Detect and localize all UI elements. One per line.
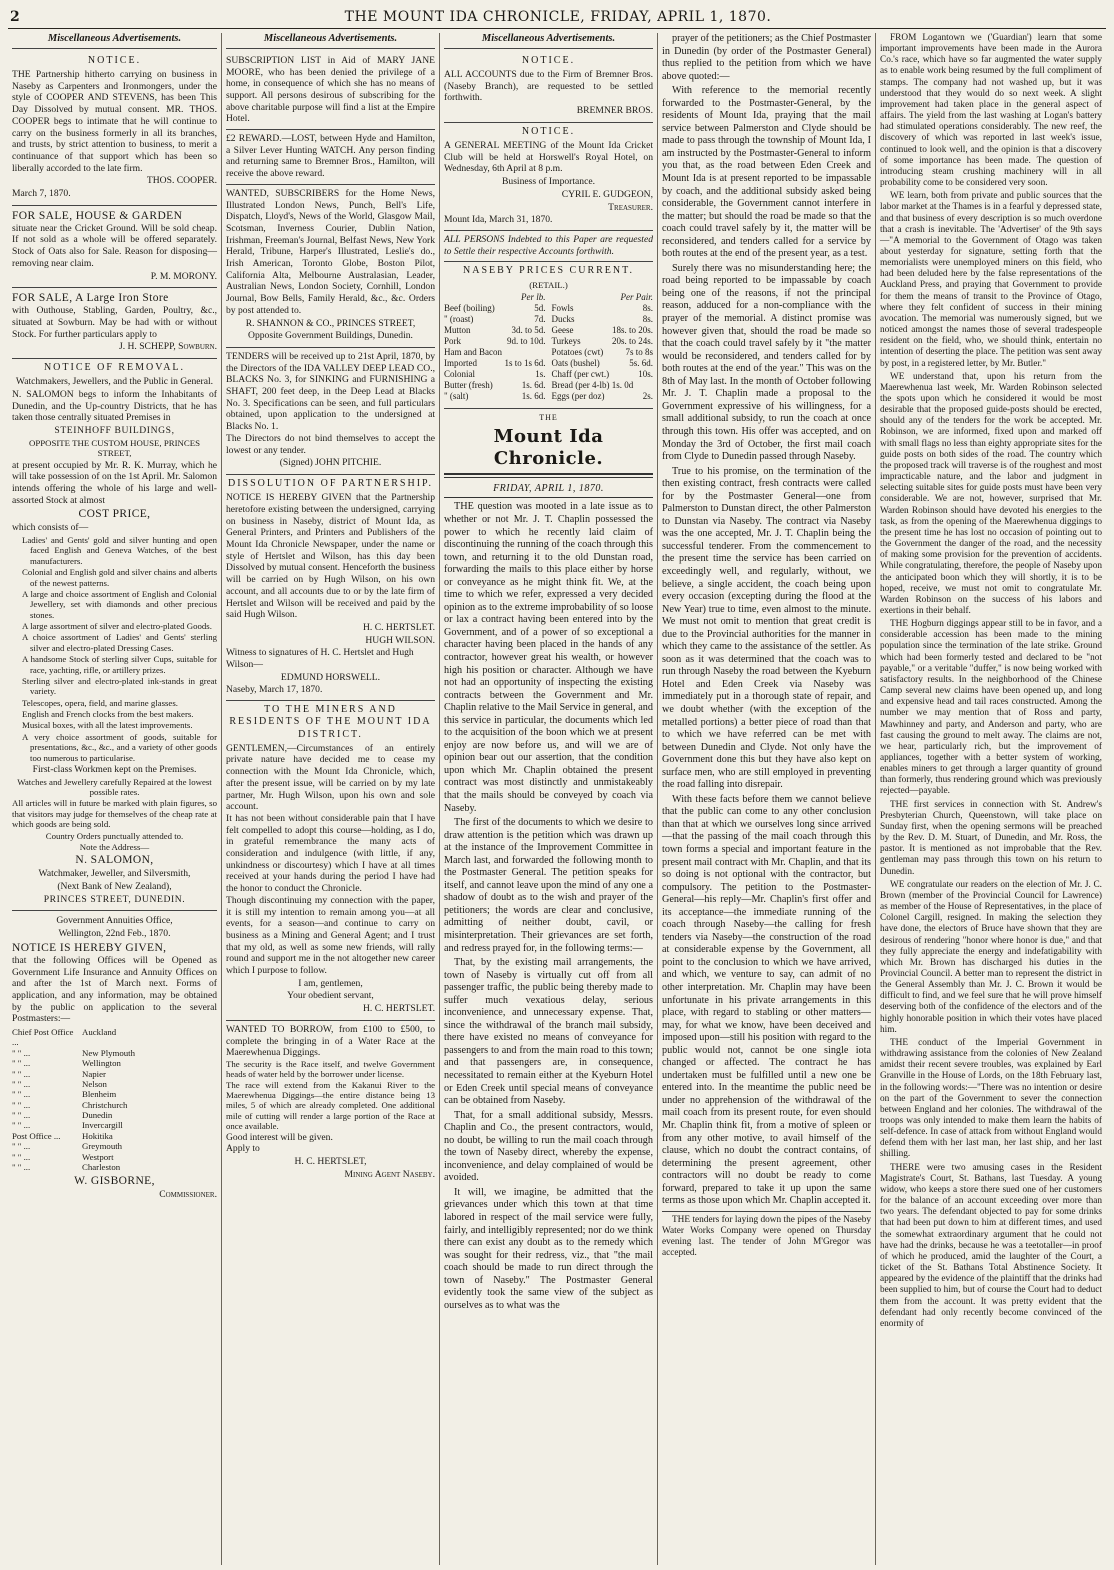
table-row: [444, 325, 546, 336]
merchant-bank: (Next Bank of New Zealand),: [57, 880, 172, 892]
ad-signature: W. GISBORNE,: [74, 1175, 155, 1188]
premises-name: STEINHOFF BUILDINGS,: [54, 425, 175, 437]
news-paragraph: THERE were two amusing cases in the Resident Magistrate's Court, St. Bathans, last Tuesday. A young widow, who keeps a store there sued one of her customers for the balance of an account exceeding over more than two years. The defendant objected to pay for some drinks that had been put down to him at different times, and used the somewhat extraordinary argument that he could not have had the drinks, because he was a teetotaller—in proof of which he produced, amid the laughter of the Court, a ticket of the St. Bathans Total Abstinence Society. It appeared by the evidence of the plaintiff that the drinks had been supplied to him, but of course the Court had to deduct them from the account. It was pretty evident that the defendant had only recently become convinced of the enormity of: [880, 1162, 1102, 1329]
office-type: " " ...: [12, 1089, 31, 1100]
office-town: Hokitika: [82, 1130, 113, 1141]
list-item: Sterling silver and electro-plated ink-stands in great variety.: [22, 675, 217, 697]
office-town: Westport: [82, 1151, 114, 1162]
office-type: " " ...: [12, 1151, 31, 1162]
section-heading: Miscellaneous Advertisements.: [226, 33, 435, 49]
ad-signature: H. C. HERTSLET,: [294, 1156, 367, 1168]
office-town: Christchurch: [82, 1099, 128, 1110]
consists-label: which consists of—: [12, 522, 89, 534]
office-town: New Plymouth: [82, 1047, 136, 1058]
ad-signature: R. SHANNON & CO., PRINCES STREET,: [245, 317, 416, 329]
office-town: Auckland: [82, 1027, 117, 1038]
ad-partnership-notice: [12, 52, 217, 206]
ad-body: GENTLEMEN,—Circumstances of an entirely private nature have decided me to cease my connection with the Mount Ida Chronicle, which, after the present issue, will be carried on by my late partner, Mr. Hugh Wilson, upon his own and sole account.: [226, 742, 435, 813]
prices-right-header: Per Pair.: [620, 291, 653, 302]
editorial-quote: That, by the existing mail arrangements, the town of Naseby is virtually cut off from all passenger traffic, the public being thereby made to suffer much vexatious delay, serious inconvenience, and unnecessary expense. That, since the withdrawal of the branch mail subsidy, there have existed no means of conveyance for passengers to and from the main road to this town; and that passengers are, in consequence, necessitated to remain either at the Kyeburn Hotel or Eden Creek until special means of conveyance can be obtained from Naseby.: [444, 957, 653, 1107]
office-town: Wellington: [82, 1058, 121, 1069]
ad-body: N. SALOMON begs to inform the Inhabitants of Dunedin, and the Up-country Districts, that he has taken those centrally situated Premises in: [12, 388, 217, 424]
price-item: Eggs (per doz): [551, 390, 605, 401]
ad-body: Though discontinuing my connection with the paper, it is still my intention to remain among you—at all events, for a season—and continue to carry on business as a Mining and General Agent; and I trust that my old, as well as some new friends, will rally round and support me in the not altogether new career which I purpose to follow.: [226, 894, 435, 977]
table-row: [552, 336, 654, 347]
prices-current: [444, 262, 653, 408]
repairs-note: Watches and Jewellery carefully Repaired at the lowest possible rates.: [17, 776, 212, 798]
list-item: Ladies' and Gents' gold and silver hunting and open faced English and Geneva Watches, of the best manufacturers.: [22, 535, 217, 566]
price-item: Butter (fresh): [444, 379, 493, 390]
price-item: Mutton: [444, 324, 471, 335]
ad-signature: H. C. HERTSLET.: [363, 621, 435, 633]
ad-body: The security is the Race itself, and twelve Government heads of water held by the borrower under license.: [226, 1058, 435, 1080]
table-row: [444, 303, 546, 314]
price-item: Colonial: [444, 368, 475, 379]
ad-signature: THOS. COOPER.: [146, 175, 217, 187]
list-item: English and French clocks from the best makers.: [22, 709, 194, 720]
prices-right: [552, 292, 654, 402]
price-value: 1s. 6d.: [521, 379, 546, 390]
office-type: " " ...: [12, 1161, 31, 1172]
column-2: [222, 33, 440, 1565]
table-row: [552, 358, 654, 369]
price-value: 9d. to 10d.: [506, 335, 546, 346]
price-item: " (salt): [444, 390, 469, 401]
list-item: A large assortment of silver and electro-plated Goods.: [22, 621, 212, 632]
ad-title: NOTICE.: [87, 54, 142, 66]
price-item: Pork: [444, 335, 462, 346]
price-value: 1s. 6d.: [521, 390, 546, 401]
office-town: Charleston: [82, 1161, 121, 1172]
prices-table: [444, 292, 653, 402]
ad-title: TO THE MINERS AND RESIDENTS OF THE MOUNT IDA DISTRICT.: [229, 704, 432, 740]
price-value: 8s.: [642, 302, 653, 313]
ad-body: TENDERS will be received up to 21st April, 1870, by the Directors of the IDA VALLEY DEEP LEAD CO., BLACKS No. 3, for SINKING and FURNISHING a SHAFT, 200 feet deep, in the Deep Lead at Blacks No. 3. Specifications can be seen, and full particulars obtained, upon application to the undersigned at Blacks No. 1.: [226, 350, 435, 433]
ad-signature: CYRIL E. GUDGEON,: [561, 188, 653, 200]
address-note: Note the Address—: [79, 841, 150, 852]
column-1: [8, 33, 222, 1565]
ad-general-meeting: [444, 123, 653, 231]
ad-title: NOTICE.: [521, 125, 576, 137]
editorial-quote: That, for a small additional subsidy, Messrs. Chaplin and Co., the present contractors, would, no doubt, be willing to run the mail coach through the town of Naseby direct, whereby the expense, inconvenience, and delay complained of would be avoided.: [444, 1109, 653, 1184]
office-type: " " ...: [12, 1099, 31, 1110]
ad-wanted-subscribers: [226, 185, 435, 348]
ad-signature: J. H. SCHEPP, Sowburn.: [118, 341, 217, 353]
marked-note: All articles will in future be marked with plain figures, so that visitors may judge for themselves of the cheap rate at which goods are being sold.: [12, 798, 217, 830]
ad-body: The Directors do not bind themselves to accept the lowest or any tender.: [226, 432, 435, 456]
editorial-paragraph: Surely there was no misunderstanding here; the road being reported to be impassable by coach being one of the reasons, if not the principal reason, adduced for a non-compliance with the prayer of the memorial. A distinct promise was however given that, should the road be made so that the coach could travel safely by it "the matter would be reconsidered, and tenders called for by both routes at the end of the year." This was on the 8th of May last. In the month of October following Mr. J. T. Chaplin made a proposal to the Government expressive of his willingness, for a small additional subsidy, to run the coach at once through this town. His offer was accepted, and on Monday the 3rd of October, the first mail coach from Clyde to Dunedin passed through Naseby.: [662, 262, 871, 463]
ad-body: ALL PERSONS Indebted to this Paper are requested to Settle their respective Accounts forthwith.: [444, 233, 653, 257]
ad-title: NOTICE.: [521, 54, 576, 66]
price-value: 8s.: [642, 313, 653, 324]
ad-reward: [226, 130, 435, 185]
ad-signature-role: Commissioner.: [159, 1189, 217, 1201]
column-3: [440, 33, 658, 1565]
country-orders-note: Country Orders punctually attended to.: [45, 830, 184, 841]
news-paragraph: WE congratulate our readers on the election of Mr. J. C. Brown (member of the Provincial Council for Lawrence) as member of the House of Representatives, in the place of Colonel Cargill, resigned. In making the selection they have done, the electors of Bruce have shown that they are desirous of rendering "honor where honor is due," and that they fully appreciate the energy and indefatigability with which Mr. Brown has discharged his duties in the Provincial Council. A better man to represent the district in the General Assembly than Mr. J. C. Brown it would be difficult to find, and we feel sure that he will prove himself deserving both of the confidence of the electors and of the highly honorable position in which their votes have placed him.: [880, 879, 1102, 1035]
column-5: [876, 33, 1106, 1565]
price-item: Chaff (per cwt.): [551, 368, 610, 379]
section-heading: Miscellaneous Advertisements.: [12, 33, 217, 49]
ad-sale-store: [12, 288, 217, 359]
ad-body: SUBSCRIPTION LIST in Aid of MARY JANE MOORE, who has been denied the privilege of a home, in consequence of which she has no means of support. All persons desirous of subscribing for the above charitable purpose will find a list at the Empire Hotel.: [226, 54, 435, 125]
ad-signature: P. M. MORONY.: [150, 270, 217, 282]
editorial-paragraph: THE question was mooted in a late issue as to whether or not Mr. J. T. Chaplin possessed the power to which he recently laid claim of discontinuing the running of the coach through this town, and returning it to the old Dunstan road, forwarding the mails to this place either by horse or conveyance as he might think fit. We, at the time to which we refer, expressed a very decided opinion as to the extreme improbability of so loose or lax a contract having been entered into by the Government, and of a power of so exceptional a character having been placed in the hands of any contractor, however great his wealth, or however high his position or character. Although we have not had an opportunity of inspecting the existing contracts between the Government and Mr. Chaplin relative to the Mail Service in general, and this service in particular, the documents which led to the acquisition of the boon which we at present enjoy are now before us, and will we are of opinion bear out our assertion, that the condition upon which Mr. Chaplin obtained the present contract was most distinctly and unmistakeably that the mails should be conveyed by coach via Naseby.: [444, 501, 653, 814]
office-type: Post Office ...: [12, 1130, 61, 1141]
ad-wanted-to-borrow: [226, 1021, 435, 1186]
editorial-continued: [662, 33, 871, 1208]
ad-body: It has not been without considerable pain that I have felt compelled to adopt this course—holding, as I do, in grateful remembrance the many acts of consideration and indulgence (with little, if any, unkindness or discourtesy) which I have at all times received at your hands during the period I have had the honor to conduct the Chronicle.: [226, 812, 435, 895]
ad-body: £2 REWARD.—LOST, between Hyde and Hamilton, a Silver Lever Hunting WATCH. Any person finding and returning same to Bremner Bros., Hamilton, will receive the above reward.: [226, 133, 435, 180]
news-paragraph: WE learn, both from private and public sources that the labor market at the Thames is in a fearful y depressed state, and that business of every description is so much overdone that a crash is inevitable. The 'Advertiser' of the 9th says—"A memorial to the Government of Otago was taken about yesterday for signature, setting forth that the memorialists were unemployed miners on this field, who had been deluded here by the false representations of the Auckland Press, and praying that Government to provide for them the means of transit to the Province of Otago, where they felt confident of success in their mining avocation. The memorial was numerously signed, but we noticed amongst the names those of several tradespeople resident on the field, who, we should think, entertain no intention of deserting the place. The petition was sent away by post, in a registered letter, by Mr. Butler.": [880, 191, 1102, 369]
double-rule: [444, 473, 653, 478]
news-paragraph: THE first services in connection with St. Andrew's Presbyterian Church, Queenstown, will take place on Sunday first, when the opening sermons will be preached by the Rev. D. M. Stuart, of Dunedin, and Mr. Ross, the pastor. It is mentioned as not improbable that the Rev. gentleman may pass through this town on his return to Dunedin.: [880, 799, 1102, 877]
list-item: A handsome Stock of sterling silver Cups, suitable for race, yachting, rifle, or artillery prizes.: [22, 654, 217, 675]
table-row: [552, 380, 654, 391]
table-row: [552, 303, 654, 314]
ad-body: at present occupied by Mr. R. K. Murray, which he will take possession of on the 1st April. Mr. Salomon intends offering the whole of his large and well-assorted Stock at almost: [12, 459, 217, 506]
editorial-paragraph: It will, we imagine, be admitted that the grievances under which this town at that time labored in respect of the mail service were fully, fairly, and intelligibly represented; nor do we think there can exist any doubt as to the remedy which was sought for their redress, viz., that "the mail coach should be made to run direct through the town of Naseby." The Postmaster General evidently took the same view of the subject as ourselves as to what was the: [444, 1186, 653, 1311]
table-row: [552, 391, 654, 402]
office-type: " " ...: [12, 1047, 31, 1058]
ad-tenders-deep-lead: [226, 348, 435, 475]
apply-line: Apply to: [226, 1143, 260, 1155]
editorial-paragraph: prayer of the petitioners; as the Chief Postmaster in Dunedin (by order of the Postmaster General) thus replied to the petition from which we have above quoted:—: [662, 33, 871, 82]
price-value: 2s.: [642, 390, 653, 401]
list-item: Colonial and English gold and silver chains and alberts of the newest patterns.: [22, 567, 217, 588]
news-paragraph: WE understand that, upon his return from the Maerewhenua last week, Mr. Warden Robinson selected the spots upon which he considered it would be most desirable that the proposed guide-posts should be erected, should any of the tenders for the work be accepted. Mr. Robinson, we are informed, fixed upon and marked off with small flags no less than eighty appropriate sites for the guide posts on both sides of the road. The country which the proposed track will traverse is of the roughest and most impracticable nature, and the labor and judgment in selecting suitable sites for guide posts must have been very considerable. We are not, however, surprised that Mr. Warden Robinson should have devoted his energies to the task, as from the opening of the Maerewhenua diggings to the present time he has lost no occasion of pointing out to the Government the danger of the road, and the necessity of making some provision for the prevention of accidents. While congratulating, therefore, the people of Naseby upon the anticipated boon which they will shortly, it is to be hoped, receive, we must not omit to congratulate Mr. Warden Robinson on the success of his labors and exertions in their behalf.: [880, 371, 1102, 616]
list-item: A choice assortment of Ladies' and Gents' sterling silver and electro-plated Dressing Cases.: [22, 632, 217, 653]
editorial-paragraph: The first of the documents to which we desire to draw attention is the petition which was drawn up at the instance of the Improvement Committee in March last, and forwarded the following month to the Postmaster General. The petition speaks for itself, and cannot leave upon the mind of any one a shadow of doubt as to the wish and prayer of the petitioners; the words are clear and conclusive, admitting of neither doubt, cavil, or misinterpretation. Their grievances are set forth, and redress prayed for, in the following terms:—: [444, 817, 653, 954]
price-item: " (roast): [444, 313, 474, 324]
table-row: [552, 325, 654, 336]
office-town: Dunedin: [82, 1110, 113, 1121]
ad-title: DISSOLUTION OF PARTNERSHIP.: [227, 478, 433, 489]
witness-line: Witness to signatures of H. C. Hertslet and Hugh Wilson—: [226, 647, 414, 671]
table-row: [552, 314, 654, 325]
price-item: Potatoes (cwt): [551, 346, 604, 357]
ad-closing: Your obedient servant,: [287, 990, 374, 1002]
office-town: Greymouth: [82, 1141, 123, 1152]
price-item: Beef (boiling): [444, 302, 495, 313]
list-item: Telescopes, opera, field, and marine glasses.: [22, 697, 178, 708]
price-item: Ducks: [551, 313, 575, 324]
table-row: [444, 314, 546, 325]
price-value: 5s. 6d.: [629, 357, 653, 368]
ad-signature-role: Treasurer.: [608, 201, 653, 213]
price-value: 18s. to 20s.: [611, 324, 653, 335]
office-type: Chief Post Office ...: [12, 1027, 74, 1048]
paper-nameplate: Mount Ida Chronicle.: [493, 426, 604, 470]
office-type: " " ...: [12, 1110, 31, 1121]
news-paragraph: FROM Logantown we ('Guardian') learn that some important improvements have been made in the Aurora Co.'s race, which have so far augmented the water supply as to enable work being resumed by the full compliment of stamps. The company had not washed up, but it was understood that they would do so next week. A slight improvement had taken place in the general aspect of affairs. The yield from the last washing at Logan's battery had stimulated operations considerably. The new reef, the discovery of which was reported in last week's issue, continued to look well, and the opinion is that a discovery of some importance has been made. The question of introducing steam crushing machinery will in all probability come to be considered very soon.: [880, 33, 1102, 189]
merchant-name: N. SALOMON,: [75, 854, 154, 867]
office-type: " " ...: [12, 1120, 31, 1131]
prices-left-header: Per lb.: [521, 291, 546, 302]
ad-signature: (Signed) JOHN PITCHIE.: [279, 457, 382, 469]
ad-sale-house: [12, 206, 217, 289]
list-item: A very choice assortment of goods, suitable for presentations, &c., &c., and a variety of other goods too numerous to particularise.: [22, 731, 217, 763]
office-town: Blenheim: [82, 1089, 117, 1100]
office-name: Government Annuities Office,: [56, 915, 173, 927]
ad-signature: H. C. HERTSLET.: [363, 1003, 435, 1015]
ad-date: Naseby, March 17, 1870.: [226, 684, 323, 696]
office-type: " " ...: [12, 1058, 31, 1069]
price-value: 5d.: [534, 302, 546, 313]
ad-headline: NOTICE IS HEREBY GIVEN,: [12, 941, 167, 954]
premises-location: OPPOSITE THE CUSTOM HOUSE, PRINCES STREET,: [29, 437, 200, 459]
price-item: Turkeys: [551, 335, 581, 346]
columns: [8, 33, 1106, 1565]
price-value: 1s to 1s 6d.: [504, 357, 546, 368]
price-item: Bread (per 4-lb) 1s. 0d: [551, 379, 634, 390]
news-tenders-note: [662, 1215, 871, 1260]
ad-to-the-miners: [226, 701, 435, 1021]
ad-date: March 7, 1870.: [12, 188, 71, 200]
workmen-note: First-class Workmen kept on the Premises.: [32, 763, 197, 775]
editorial-quote: With reference to the memorial recently forwarded to the Postmaster-General, by the residents of Mount Ida, praying that the mail service between Palmerston and Clyde should be made to pass through the township of Mount Ida, I am instructed by the Postmaster-General to inform you that, as the road between Eden Creek and Mount Ida is at present reported to be impassable by coach, and the additional subsidy asked being considerable, the Government cannot interfere in the matter; but should the road be made so that the coach could travel safely by it, the matter will be reconsidered, and tenders called for a service by both routes at the end of the present year, as a test.: [662, 85, 871, 260]
ad-body: The race will extend from the Kakanui River to the Maerewhenua Diggings—the entire distance being 13 miles, 5 of which are already completed. One additional mile of cutting will render a large portion of the Race at once available.: [226, 1079, 435, 1132]
cost-price: COST PRICE,: [78, 508, 151, 521]
price-value: 7d.: [534, 313, 546, 324]
ad-indebted-notice: [444, 231, 653, 262]
masthead-title: THE MOUNT IDA CHRONICLE, FRIDAY, APRIL 1, 1870.: [344, 9, 772, 25]
ad-body: A GENERAL MEETING of the Mount Ida Cricket Club will be held at Horswell's Royal Hotel, on Wednesday, 6th April at 8 p.m.: [444, 139, 653, 175]
merchant-trade: Watchmaker, Jeweller, and Silversmith,: [38, 868, 191, 880]
ad-subtitle: Watchmakers, Jewellers, and the Public in General.: [15, 376, 214, 388]
local-news: [880, 33, 1102, 1330]
news-paragraph: THE conduct of the Imperial Government in withdrawing assistance from the colonies of New Zealand amidst their recent severe troubles, was explained by Earl Granville in the House of Lords, on the 18th February last, in the following words:—"There was no intention or desire on the part of the Government to sever the connection between England and her colonies. The withdrawal of the troops was only intended to make them learn the habits of self-defence. In case of attack from without England would defend them with her last man, her last ship, and her last shilling.: [880, 1037, 1102, 1160]
ad-body: WANTED TO BORROW, from £100 to £500, to complete the bringing in of a Water Race at the Maerewhenua Diggings.: [226, 1023, 435, 1059]
office-type: " " ...: [12, 1141, 31, 1152]
office-type: " " ...: [12, 1068, 31, 1079]
office-town: Nelson: [82, 1078, 107, 1089]
prices-left: [444, 292, 546, 402]
meeting-business: Business of Importance.: [502, 176, 595, 188]
ad-government-annuities: [12, 911, 217, 1206]
list-item: A large and choice assortment of English and Colonial Jewellery, set with diamonds and other precious stones.: [22, 588, 217, 620]
ad-body: that the following Offices will be Opened as Government Life Insurance and Annuity Offices on and after the 1st of March next. Forms of application, and any information, may be obtained by the public on application to the several Postmasters:—: [12, 954, 217, 1025]
ad-address: Opposite Government Buildings, Dunedin.: [248, 330, 413, 342]
editorial-article: [444, 501, 653, 1312]
offices-list: [12, 1027, 217, 1172]
price-value: 3d. to 5d.: [511, 324, 546, 335]
table-row: [444, 336, 546, 347]
ad-dissolution: [226, 475, 435, 701]
column-4: [658, 33, 876, 1565]
ad-signature-role: Mining Agent Naseby.: [344, 1168, 435, 1180]
editorial-paragraph: With these facts before them we cannot believe that the public can come to any other conclusion than that at which we ourselves long since arrived—that the passing of the mail coach through this town forms a special and important feature in the present mail contract with Mr. Chaplin, and that its so doing is not optional with the contractor, but compulsory. The petition to the Postmaster-General—his reply—Mr. Chaplin's first offer and its acceptance—the immediate running of the coach through Naseby—the calling for fresh tenders via Naseby—the construction of the road at considerable expense by the Government, all point to the conclusion to which we have arrived, and which, we venture to say, can admit of no other interpretation. Mr. Chaplin may have been unfortunate in his private arrangements in this place, with regard to stabling or other matters—may, for what we know, have been deceived and imposed upon—still his position with regard to the public would not, cannot be one single iota changed or affected. The contract he has undertaken must be fulfilled until a new one be entered into. In the meantime the public need be under no apprehension of the withdrawal of the mail coach from its present route, for even should Mr. Chaplin think fit, from a motive of spleen or from any other motive, to avail himself of the clause, which no doubt the contract contains, of determining the present agreement, other contractors will no doubt be ready to come forward, prepared to take it up upon the same terms as those upon which Mr. Chaplin accepted it.: [662, 793, 871, 1207]
list-item: Musical boxes, with all the latest improvements.: [22, 720, 193, 731]
ad-headline: FOR SALE, HOUSE & GARDEN: [12, 209, 183, 222]
stock-list: [22, 535, 217, 763]
ad-body: WANTED, SUBSCRIBERS for the Home News, Illustrated London News, Punch, Bell's Life, Dispatch, Lloyd's, News of the World, Glasgow Mail, Scotsman, Inverness Courier, Dublin Nation, Irishman, Freeman's Journal, Belfast News, New York Herald, Tribune, Harper's Illustrated, Leslie's do., Irish American, Toronto Globe, Boston Pilot, California Alta, Melbourne Australasian, Leader, Australian News, London Society, Cornhill, London Journal, Bow Bells, Family Herald, &c., &c. Orders by post attended to.: [226, 187, 435, 316]
table-row: [552, 347, 654, 358]
ad-closing: I am, gentlemen,: [298, 977, 363, 989]
price-item: Imported: [444, 357, 477, 368]
ad-notice-of-removal: [12, 359, 217, 911]
witness-name: EDMUND HORSWELL.: [280, 671, 381, 683]
ad-accounts-notice: [444, 52, 653, 123]
office-date: Wellington, 22nd Feb., 1870.: [58, 928, 171, 940]
price-item: Geese: [551, 324, 574, 335]
divider: [662, 1211, 871, 1212]
price-value: 7s to 8s: [625, 346, 653, 357]
page-number: 2: [10, 9, 20, 25]
price-item: Fowls: [551, 302, 574, 313]
ad-signature: HUGH WILSON.: [365, 634, 435, 646]
ad-body: with Outhouse, Stabling, Garden, Poultry, &c., situated at Sowburn. May be had with or without Stock. For further particulars apply to: [12, 305, 217, 340]
ad-signature: BREMNER BROS.: [576, 105, 653, 117]
office-town: Napier: [82, 1068, 106, 1079]
prices-title: NASEBY PRICES CURRENT.: [463, 265, 634, 277]
price-value: 10s.: [638, 368, 653, 379]
merchant-street: PRINCES STREET, DUNEDIN.: [43, 893, 186, 905]
ad-body: NOTICE IS HEREBY GIVEN that the Partnership heretofore existing between the undersigned, carrying on business in Naseby, district of Mount Ida, as General Printers, and Printers and Publishers of the Mount Ida Chronicle Newspaper, under the name or style of Hertslet and Wilson, has this day been Dissolved by mutual consent. Henceforth the business will be carried on by Hugh Wilson, on his own account, and all accounts due to or by the late firm of Hertslet and Wilson will be received and paid by the said Hugh Wilson.: [226, 492, 435, 621]
ad-headline: FOR SALE, A Large Iron Store: [12, 292, 169, 305]
ad-date: Mount Ida, March 31, 1870.: [444, 214, 553, 226]
table-row: [444, 391, 546, 402]
masthead: [8, 6, 1106, 29]
news-paragraph: THE Hogburn diggings appear still to be in favor, and a considerable accession has been made to the mining population since the termination of the late strike. Ground which had been formerly tested and declared to be "not payable," or a veritable "duffer," is now being worked with satisfactory results. In the neighborhood of the Chinese Camp several new claims have been opened up, and long and expensive head and tail races constructed. Among the number we may mention that of Ross and party, Mawhinney and party, and Anderson and party, who are fast causing the ground to melt away. The claims are not, we hear, particularly rich, but the improvement of appliances, together with a better system of working, enables miners to get through a larger quantity of ground than formerly, thus rendering ground which was previously rejected—payable.: [880, 619, 1102, 797]
table-row: [444, 369, 546, 380]
table-row: [444, 347, 546, 358]
ad-body: THE Partnership hitherto carrying on business in Naseby as Carpenters and Ironmongers, under the style of COOPER AND STEVENS, has been This Day Dissolved by mutual consent. MR. THOS. COOPER begs to intimate that he will continue to carry on the business formerly in all its branches, and trusts, by strict attention to business, to merit a continuance of that support which has been so liberally accorded to the late firm.: [12, 68, 217, 174]
editorial-paragraph: True to his promise, on the termination of the then existing contract, fresh contracts were called for by the Postmaster General—one from Palmerston to Dunstan direct, the other Palmerston to Dunstan via Naseby. The contract via Naseby was the one accepted, Mr. J. T. Chaplin being the successful tenderer. From the commencement to the present time the service has been carried on exceedingly well, and regularly, without, we believe, a single accident, the coach being upon every occasion (excepting during the flood at the New Year) true to time, even almost to the minute. We must not omit to mention that great credit is due to the Provincial authorities for the manner in which they came to the assistance of the settler. As soon as it was determined that the coach was to run through Naseby the road between the Kyeburn Hotel and Eden Creek via Naseby was immediately put in a thorough state of repair, and we doubt whether (with the exception of the metalled portions) a better piece of road than that to which we have referred can be met with between Dunedin and Clyde. Not only have the Government done this but they have also kept on surface men, who are still employed in preventing the road falling into disrepair.: [662, 465, 871, 791]
news-paragraph: THE tenders for laying down the pipes of the Naseby Water Works Company were opened on Thursday evening last. The tender of John M'Gregor was accepted.: [662, 1214, 871, 1259]
office-town: Invercargill: [82, 1120, 123, 1131]
issue-date: FRIDAY, APRIL 1, 1870.: [444, 481, 653, 498]
price-item: Oats (bushel): [551, 357, 600, 368]
ad-title: NOTICE OF REMOVAL.: [43, 362, 186, 374]
table-row: [444, 380, 546, 391]
paper-the: THE: [539, 412, 558, 422]
ad-body: ALL ACCOUNTS due to the Firm of Bremner Bros. (Naseby Branch), are requested to be settled forthwith.: [444, 68, 653, 104]
ad-body: situate near the Cricket Ground. Will be sold cheap. If not sold as a whole will be offered separately. Stock of Oats also for Sale. Reason for disposing—removing near claim.: [12, 222, 217, 269]
price-item: Ham and Bacon: [444, 346, 502, 357]
table-row: [444, 358, 546, 369]
price-value: 1s.: [535, 368, 546, 379]
ad-subscription-list: [226, 52, 435, 130]
ad-body: Good interest will be given.: [226, 1131, 333, 1143]
price-value: 20s. to 24s.: [611, 335, 653, 346]
table-row: [552, 369, 654, 380]
prices-subtitle: (RETAIL.): [529, 279, 568, 290]
section-heading: Miscellaneous Advertisements.: [444, 33, 653, 49]
office-type: " " ...: [12, 1078, 31, 1089]
